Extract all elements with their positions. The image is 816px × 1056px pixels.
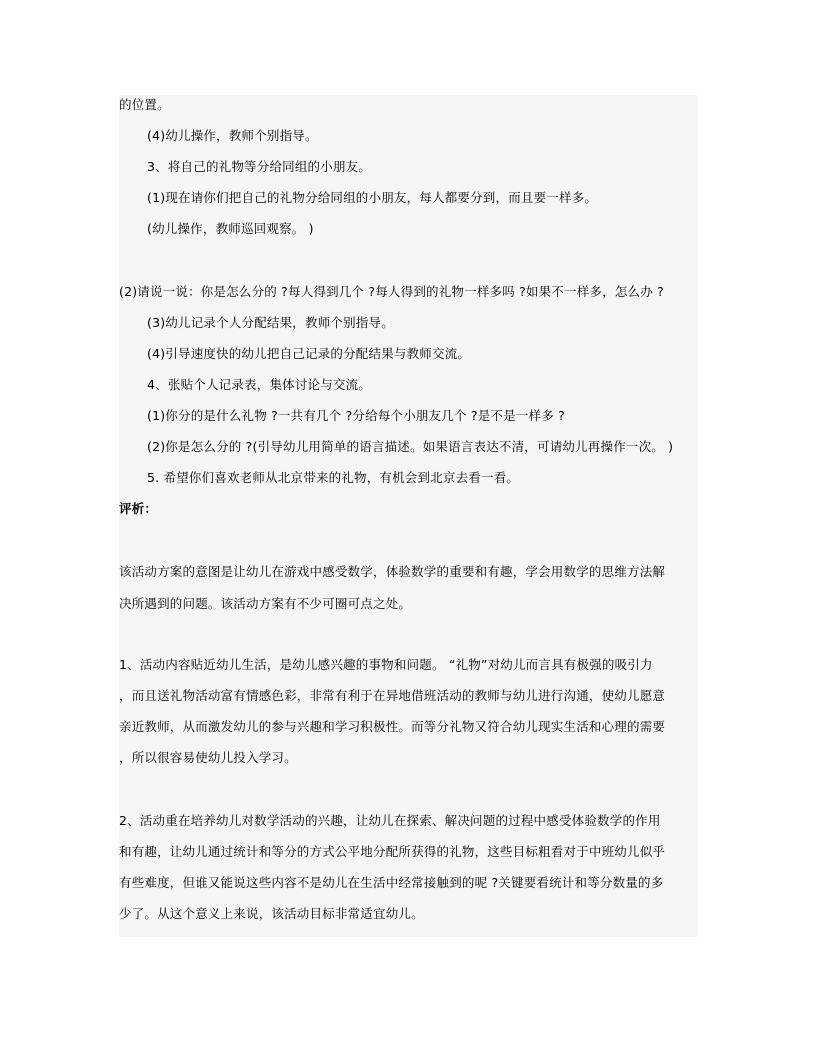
text-line: 亲近教师，从而激发幼儿的参与兴趣和学习积极性。而等分礼物又符合幼儿现实生活和心理的需要 bbox=[119, 719, 666, 734]
text-line: 决所遇到的问题。该活动方案有不少可圈可点之处。 bbox=[119, 596, 412, 611]
text-line: (2)你是怎么分的 ?(引导幼儿用简单的语言描述。如果语言表达不清，可请幼儿再操作一次。 ) bbox=[147, 439, 674, 454]
text-line: 5. 希望你们喜欢老师从北京带来的礼物，有机会到北京去看一看。 bbox=[147, 470, 520, 485]
text-line: 和有趣，让幼儿通过统计和等分的方式公平地分配所获得的礼物，这些目标粗看对于中班幼儿似乎 bbox=[119, 844, 666, 859]
text-line: ，而且送礼物活动富有情感色彩，非常有利于在异地借班活动的教师与幼儿进行沟通，使幼儿愿意 bbox=[119, 688, 666, 703]
text-line: (4)幼儿操作，教师个别指导。 bbox=[147, 128, 318, 143]
text-line: 的位置。 bbox=[119, 97, 170, 112]
section-heading: 评析： bbox=[119, 501, 158, 516]
text-line: (3)幼儿记录个人分配结果，教师个别指导。 bbox=[147, 315, 394, 330]
text-line: 该活动方案的意图是让幼儿在游戏中感受数学，体验数学的重要和有趣，学会用数学的思维方法解 bbox=[119, 564, 666, 579]
text-line: 有些难度，但谁又能说这些内容不是幼儿在生活中经常接触到的呢 ?关键要看统计和等分数量的多 bbox=[119, 875, 664, 890]
text-line: ，所以很容易使幼儿投入学习。 bbox=[119, 750, 297, 765]
text-line: (1)现在请你们把自己的礼物分给同组的小朋友，每人都要分到，而且要一样多。 bbox=[147, 190, 598, 205]
text-line: (1)你分的是什么礼物 ?一共有几个 ?分给每个小朋友几个 ?是不是一样多 ? bbox=[147, 408, 565, 423]
text-line: 1、活动内容贴近幼儿生活，是幼儿感兴趣的事物和问题。 “礼物”对幼儿而言具有极强的吸引力 bbox=[119, 657, 653, 672]
text-line: 4、张贴个人记录表，集体讨论与交流。 bbox=[147, 377, 372, 392]
text-line: (幼儿操作，教师巡回观察。 ) bbox=[147, 221, 314, 236]
text-line: 3、将自己的礼物等分给同组的小朋友。 bbox=[147, 159, 372, 174]
text-line: 2、活动重在培养幼儿对数学活动的兴趣，让幼儿在探索、解决问题的过程中感受体验数学的作用 bbox=[119, 813, 661, 828]
text-line: (2)请说一说：你是怎么分的 ?每人得到几个 ?每人得到的礼物一样多吗 ?如果不一样多，怎么办 ? bbox=[119, 284, 664, 299]
text-line: 少了。从这个意义上来说，该活动目标非常适宜幼儿。 bbox=[119, 906, 424, 921]
text-line: (4)引导速度快的幼儿把自己记录的分配结果与教师交流。 bbox=[147, 346, 471, 361]
